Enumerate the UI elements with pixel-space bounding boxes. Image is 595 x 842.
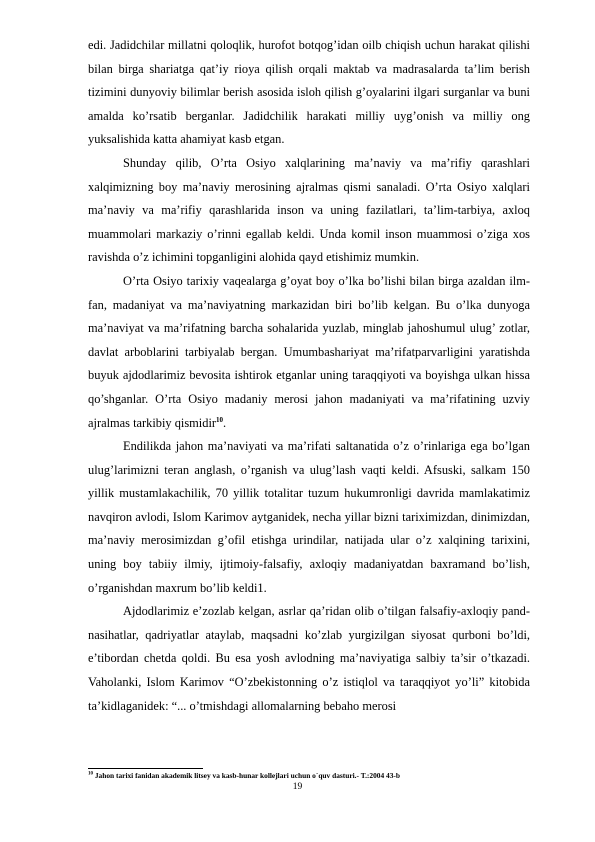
footnote-text: Jahon tarixi fanidan akademik litsey va kasb-hunar kollejlari uchun o`quv dasturi.- T.:2004 43-b — [93, 771, 400, 780]
paragraph-1: edi. Jadidchilar millatni qoloqlik, hurofot botqog’idan oilb chiqish uchun harakat qilishi bilan birga shariatga qat’iy rioya qilish orqali maktab va madrasalarda ta’lim berish tizimini dunyoviy bilimlar berish asosida isloh qilish g’oyalarini ilgari surganlar va buni amalda ko’rsatib berganlar. Jadidchilik harakati milliy uyg’onish va milliy ong yuksalishida katta ahamiyat kasb etgan. — [88, 38, 530, 147]
page-number: 19 — [292, 782, 303, 792]
paragraph-3 — [88, 270, 530, 435]
paragraph-2: Shunday qilib, O’rta Osiyo xalqlarining ma’naviy va ma’rifiy qarashlari xalqimizning boy ma’naviy merosining ajralmas qismi sanaladi. O’rta Osiyo xalqlari ma’naviy va ma’rifiy qarashlarida inson va uning fazilatlari, ta’lim-tarbiya, axloq muammolari markaziy o’rinni egallab keldi. Unda komil inson muammosi o’ziga xos ravishda o’z ichimini topganligini alohida qayd etishimiz mumkin. — [88, 155, 530, 265]
page-body — [88, 34, 530, 718]
paragraph-3-end: . — [223, 415, 227, 430]
paragraph-3-text: O’rta Osiyo tarixiy vaqealarga g’oyat boy o’lka bo’lishi bilan birga azaldan ilm-fan, madaniyat va ma’naviyatning markazidan biri bo’lib kelgan. Bu o’lka dunyoga ma’naviyat va ma’rifatning barcha sohalarida yuzlab, minglab jahoshumul ulug’ zotlar, davlat arboblarini tarbiyalab bergan. Umumbashariyat ma’rifatparvarligini yaratishda buyuk ajdodlarimiz bevosita ishtirok etganlar uning taraqqiyoti va boyishga ulkan hissa qo’shganlar. O’rta Osiyo madaniy merosi jahon madaniyati va ma’rifatining uzviy ajralmas tarkibiy qismidir — [88, 273, 530, 430]
footnote — [88, 771, 530, 781]
footnote-marker: 10 — [88, 771, 93, 777]
footnote-separator — [88, 768, 203, 769]
paragraph-4: Endilikda jahon ma’naviyati va ma’rifati saltanatida o’z o’rinlariga ega bo’lgan ulug’larimizni teran anglash, o’rganish va ulug’lash vaqti keldi. Afsuski, salkam 150 yillik mustamlakachilik, 70 yillik totalitar tuzum hukumronligi davrida mamlakatimiz navqiron avlodi, Islom Karimov aytganidek, necha yillar bizni tariximizdan, dinimizdan, ma’naviy merosimizdan g’ofil etishga urindilar, natijada ular o’z xalqining tarixini, uning boy tabiiy ilmiy, ijtimoiy-falsafiy, axloqiy madaniyatdan baxramand bo’lish, o’rganishdan maxrum bo’lib keldi1. — [88, 439, 530, 595]
footnote-reference[interactable]: 10 — [216, 415, 224, 424]
paragraph-5: Ajdodlarimiz e’zozlab kelgan, asrlar qa’ridan olib o’tilgan falsafiy-axloqiy pand-nasihatlar, qadriyatlar ataylab, maqsadni ko’zlab yurgizilgan siyosat qurboni bo’ldi, e’tibordan chetda qoldi. Bu esa yosh avlodning ma’naviyatiga salbiy ta’sir o’tkazadi. Vaholanki, Islom Karimov “O’zbekistonning o’z istiqlol va taraqqiyot yo’li” kitobida ta’kidlaganidek: “... o’tmishdagi allomalarning bebaho merosi — [88, 604, 530, 713]
